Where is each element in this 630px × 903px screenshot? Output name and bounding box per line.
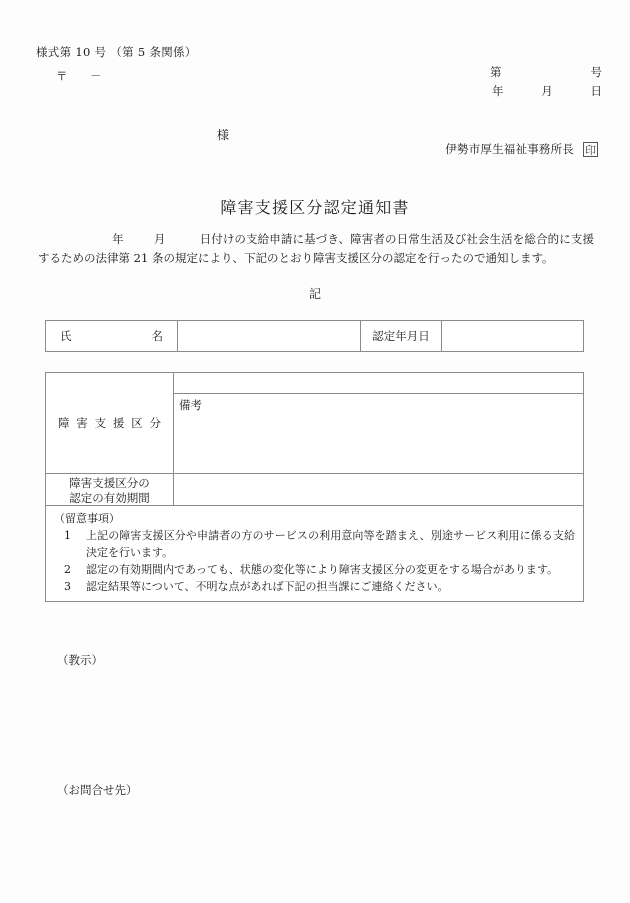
document-number-label: 第 (490, 65, 502, 79)
document-number-suffix: 号 (590, 65, 602, 79)
notes-title: （留意事項） (54, 512, 120, 525)
remarks-label: 備考 (179, 398, 202, 412)
document-date-day: 日 (590, 84, 602, 98)
seal-icon: 印 (585, 143, 596, 157)
table-row (46, 321, 584, 352)
addressee-honorific: 様 (217, 128, 230, 142)
document-date-year: 年 (492, 84, 504, 98)
issuer-block (445, 141, 598, 157)
classification-label: 障害支援区分 (46, 373, 174, 474)
note-number: 3 (64, 580, 71, 593)
period-label-line2: 認定の有効期間 (69, 491, 150, 505)
note-number: 2 (64, 563, 71, 576)
classification-table (45, 372, 584, 509)
name-label: 氏 名 (46, 321, 178, 352)
page-title: 障害支援区分認定通知書 (220, 198, 410, 217)
instruction-label: （教示） (57, 653, 103, 667)
list-item (54, 527, 575, 561)
name-table (45, 320, 584, 352)
cert-date-value[interactable] (442, 321, 584, 352)
cert-date-label: 認定年月日 (361, 321, 442, 352)
notes-box (45, 505, 584, 602)
document-number-line (482, 64, 602, 80)
remarks-cell[interactable] (174, 394, 584, 474)
table-row (46, 373, 584, 394)
postal-code-line (56, 68, 102, 84)
note-text: 認定の有効期間内であっても、状態の変化等により障害支援区分の変更をする場合があります。 (86, 563, 559, 576)
document-date-month: 月 (541, 84, 553, 98)
list-item (54, 578, 575, 595)
body-paragraph (38, 230, 594, 268)
note-number: 1 (64, 529, 71, 542)
name-value[interactable] (178, 321, 361, 352)
postal-mark-icon: 〒 (56, 69, 68, 83)
contact-label: （お問合せ先） (57, 783, 138, 797)
body-date-month: 月 (153, 232, 166, 246)
note-text: 上記の障害支援区分や申請者の方のサービスの利用意向等を踏まえ、別途サービス利用に係る支給決定を行います。 (86, 529, 575, 559)
form-number: 様式第 10 号 （第 5 条関係） (36, 45, 197, 59)
body-date-year: 年 (112, 232, 124, 246)
list-item (54, 561, 575, 578)
table-row (46, 474, 584, 509)
body-text: 日付けの支給申請に基づき、障害者の日常生活及び社会生活を総合的に支援するための法律第 21 条の規定により、下記のとおり障害支援区分の認定を行ったので通知します。 (38, 232, 594, 265)
ki-marker: 記 (308, 287, 321, 301)
period-label-line1: 障害支援区分の (69, 476, 150, 490)
postal-dash: － (90, 69, 102, 83)
note-text: 認定結果等について、不明な点があれば下記の担当課にご連絡ください。 (86, 580, 449, 593)
period-label (46, 474, 174, 509)
period-value[interactable] (174, 474, 584, 509)
classification-value[interactable] (174, 373, 584, 394)
issuer-name: 伊勢市厚生福祉事務所長 (445, 142, 574, 156)
document-date-line (484, 83, 602, 99)
